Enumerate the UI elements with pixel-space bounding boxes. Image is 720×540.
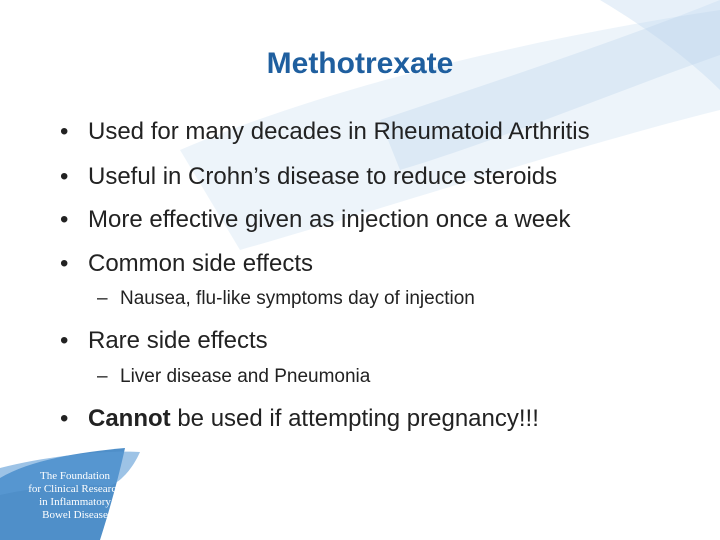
logo-line: The Foundation <box>40 470 110 482</box>
sub-bullet-dash: – <box>97 288 108 309</box>
bullet-text: Rare side effects <box>88 327 268 354</box>
bullet-text <box>88 404 539 434</box>
bullet-dot: • <box>60 163 69 190</box>
bullet-dot: • <box>60 206 69 233</box>
logo-line: for Clinical Research <box>28 483 122 495</box>
bullet-dot: • <box>60 118 69 145</box>
bullet-dot: • <box>60 327 69 354</box>
sub-bullet-dash: – <box>97 366 108 387</box>
sub-bullet-text: Nausea, flu-like symptoms day of injection <box>120 288 475 309</box>
bullet-bold-text: Cannot <box>88 405 171 432</box>
bullet-text: Used for many decades in Rheumatoid Arthritis <box>88 118 590 145</box>
bullet-rest-text: be used if attempting pregnancy!!! <box>170 405 539 432</box>
foundation-logo <box>20 470 130 522</box>
bullet-text: More effective given as injection once a week <box>88 206 571 233</box>
bullet-text: Common side effects <box>88 250 313 277</box>
bullet-dot: • <box>60 250 69 277</box>
sub-bullet-text: Liver disease and Pneumonia <box>120 366 371 387</box>
bullet-text: Useful in Crohn’s disease to reduce steroids <box>88 163 558 190</box>
logo-line: Bowel Disease <box>42 509 108 521</box>
bullet-dot: • <box>60 405 69 432</box>
logo-line: in Inflammatory <box>39 496 111 508</box>
slide-title: Methotrexate <box>266 47 454 80</box>
